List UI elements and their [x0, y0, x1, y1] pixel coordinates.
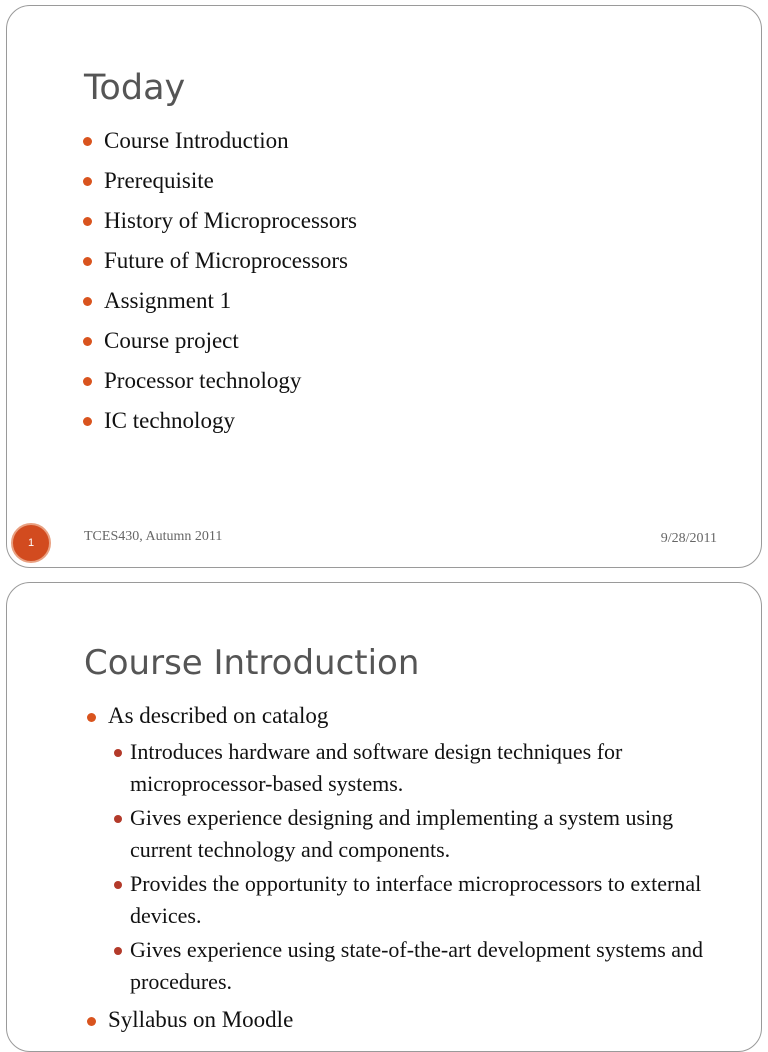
bullet-dot-icon [83, 297, 92, 306]
list-item: As described on catalog [87, 703, 328, 729]
slide-course-introduction [6, 582, 762, 1052]
slide-title: Today [84, 68, 186, 108]
list-item: Gives experience using state-of-the-art development systems and procedures. [113, 934, 733, 998]
list-item: Course project [83, 328, 357, 368]
list-item: Introduces hardware and software design techniques for microprocessor-based systems. [113, 736, 733, 800]
list-item: History of Microprocessors [83, 208, 357, 248]
sub-bullet-dot-icon [114, 815, 122, 823]
bullet-dot-icon [87, 713, 96, 722]
slide-title: Course Introduction [84, 643, 420, 683]
sub-bullet-list [113, 736, 733, 1000]
list-item: Prerequisite [83, 168, 357, 208]
bullet-list [83, 128, 357, 448]
sub-bullet-dot-icon [114, 947, 122, 955]
list-item: Processor technology [83, 368, 357, 408]
bullet-dot-icon [83, 177, 92, 186]
bullet-dot-icon [83, 137, 92, 146]
list-item: Assignment 1 [83, 288, 357, 328]
list-item: IC technology [83, 408, 357, 448]
bullet-dot-icon [83, 417, 92, 426]
slide-today [6, 5, 762, 568]
bullet-dot-icon [83, 377, 92, 386]
list-item: Syllabus on Moodle [87, 1007, 293, 1033]
list-item: Future of Microprocessors [83, 248, 357, 288]
bullet-dot-icon [83, 217, 92, 226]
list-item: Course Introduction [83, 128, 357, 168]
footer-course: TCES430, Autumn 2011 [84, 529, 223, 544]
bullet-dot-icon [83, 257, 92, 266]
bullet-dot-icon [83, 337, 92, 346]
slide-number-badge: 1 [11, 523, 51, 563]
sub-bullet-dot-icon [114, 881, 122, 889]
bullet-dot-icon [87, 1017, 96, 1026]
list-item: Provides the opportunity to interface microprocessors to external devices. [113, 868, 733, 932]
sub-bullet-dot-icon [114, 749, 122, 757]
list-item: Gives experience designing and implementing a system using current technology and components. [113, 802, 733, 866]
footer-date: 9/28/2011 [660, 531, 717, 546]
